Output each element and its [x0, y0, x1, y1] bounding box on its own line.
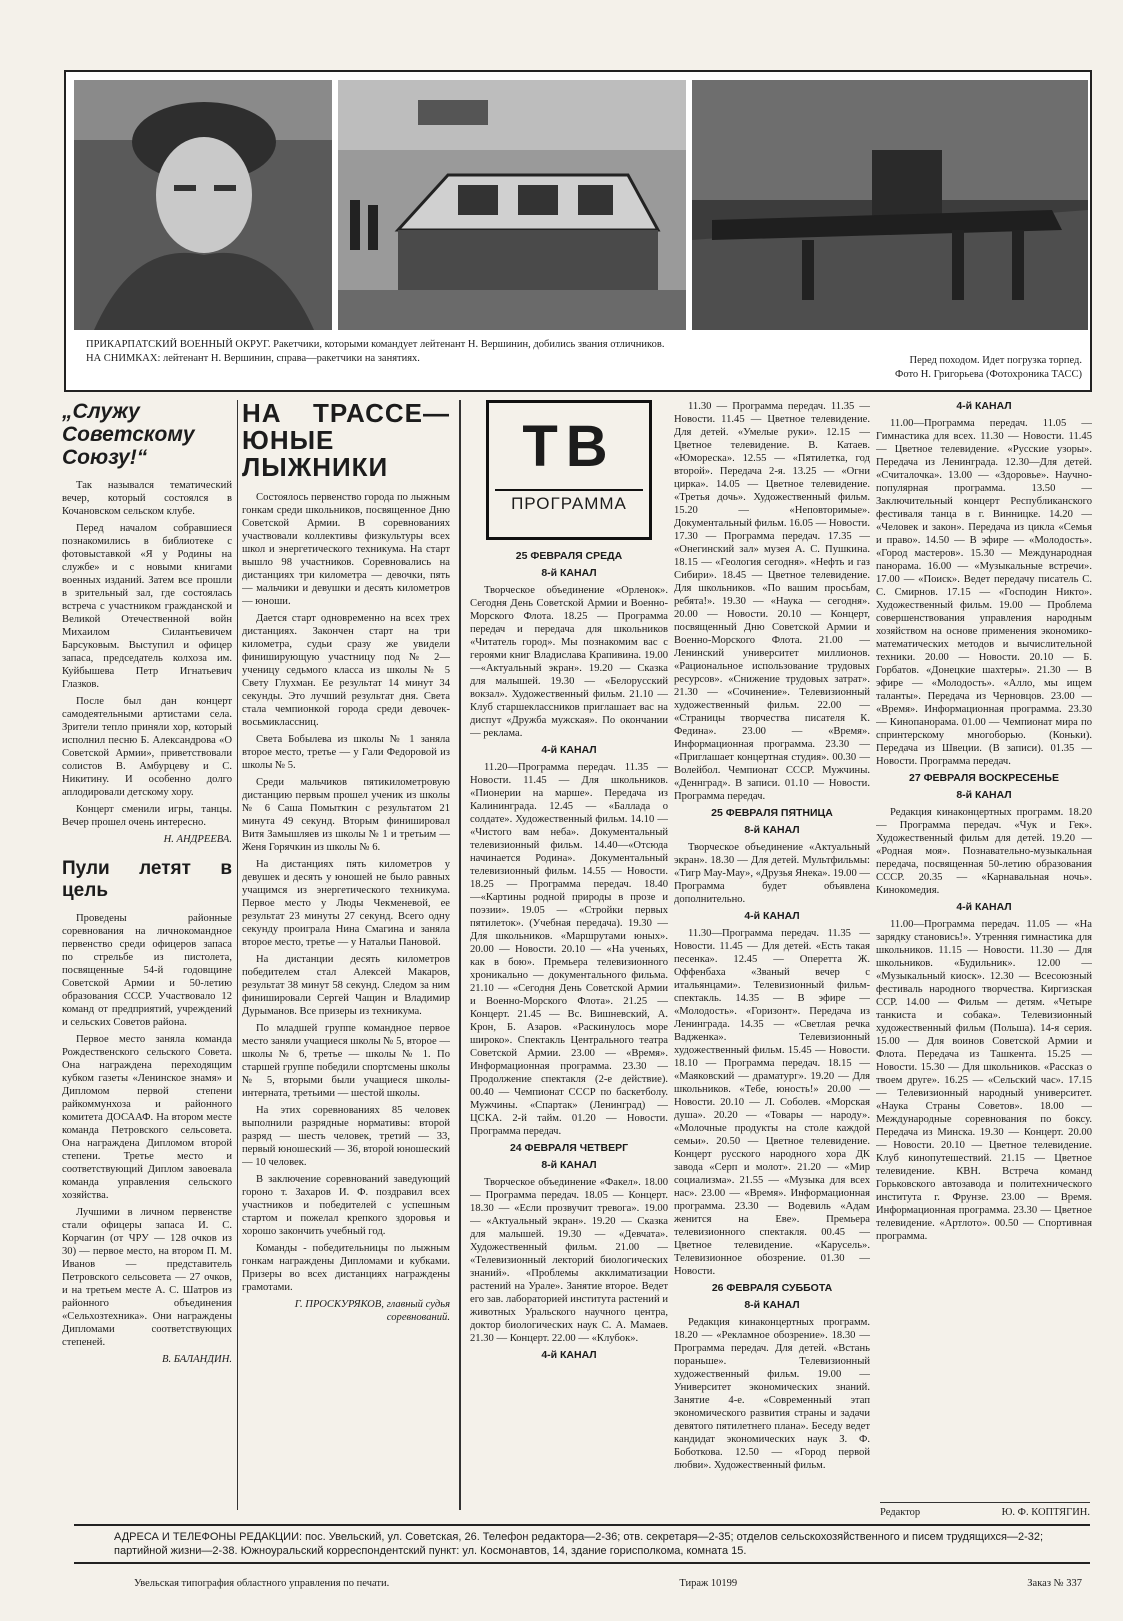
photo-missile-vehicle	[338, 80, 686, 330]
caption-right-credit: Фото Н. Григорьева (Фотохроника ТАСС)	[895, 369, 1082, 380]
tv-day-heading: 25 ФЕВРАЛЯ ПЯТНИЦА	[711, 807, 833, 819]
tv-schedule: Творческое объединение «Актуальный экран». 18.30 — Для детей. Мультфильмы: «Тигр Мау-Мау», «Друзья Янека». 19.00 — Программа будет объявлена дополнительно.	[674, 842, 870, 905]
tv-column-2	[674, 400, 870, 1600]
tv-channel-heading: 4-й КАНАЛ	[956, 400, 1012, 412]
article-paragraph: По младшей группе командное первое место заняли учащиеся школы № 5, второе — школы № 6, третье — школы № 1. По старшей группе победили спортсмены школы № 5, вторыми были учащиеся школы-интерната, третьими — шестой школы.	[242, 1023, 450, 1099]
tv-logo: ТВ	[522, 414, 616, 479]
article-paragraph: Концерт сменили игры, танцы. Вечер прошел очень интересно.	[62, 804, 232, 828]
article-paragraph: На этих соревнованиях 85 человек выполнили разрядные нормативы: второй разряд — шесть человек, третий — 33, первый юношеский — 36, второй юношеский — 10 человек.	[242, 1105, 450, 1168]
tv-day-heading: 27 ФЕВРАЛЯ ВОСКРЕСЕНЬЕ	[909, 772, 1059, 784]
photo-caption-left	[86, 338, 686, 366]
article-paragraph: После был дан концерт самодеятельными артистами села. Зрители тепло приняли хор, который исполнил песню Б. Александрова «О Советской Армии», приветствовали солистов В. Амбурцеву и С. Никитину. И особенно долго аплодировали детскому хору.	[62, 696, 232, 798]
article-title-serve: „Служу Советскому Союзу!“	[62, 400, 195, 469]
photo-caption-right	[732, 354, 1082, 382]
editor-line	[880, 1502, 1090, 1518]
footer-circulation: Тираж 10199	[679, 1578, 738, 1589]
tv-logo-subtitle: ПРОГРАММА	[495, 489, 643, 510]
article-paragraph: Команды - победительницы по лыжным гонкам награждены Дипломами и кубками. Призеры во всех дистанциях награждены грамотами.	[242, 1243, 450, 1293]
tv-channel-heading: 8-й КАНАЛ	[541, 567, 597, 579]
tv-channel-heading: 8-й КАНАЛ	[744, 1299, 800, 1311]
article-paragraph: Проведены районные соревнования на личнокомандное первенство среди офицеров запаса по стрельбе из пистолета, посвященные 54-й годовщине Советской Армии и 50-летию образования СССР. Участвовало 12 команд от предприятий, учреждений и сельских Советов района.	[62, 913, 232, 1028]
editor-name: Ю. Ф. КОПТЯГИН.	[1001, 1507, 1090, 1518]
tv-schedule: 11.30—Программа передач. 11.35 — Новости. 11.45 — Для детей. «Есть такая песенка». 12.45 — Оперетта Ж. Оффенбаха «Званый вечер с итальянцами». Телевизионный фильм-спектакль. 14.35 — В эфире — «Молодость». «Горизонт». Передача из Ленинграда. 14.35 — «Светлая речка Вадженка». Телевизионный художественный фильм. 15.45 — Новости. 18.10 — Программа передач. 18.15 — «Маяковский — драматург». 19.20 — Для школьников. «Тебе, юность!» 20.00 — Новости. 20.10 — Л. Соболев. «Морская душа». 20.20 — «Товары — народу». «Молочные продукты на столе каждой семьи». 20.50 — Цветное телевидение. Концерт русского народного хора ДК завода «Серп и молот». 21.20 — «Мир социализма». 21.55 — «Музыка для всех нас». 23.00 — «Время». Информационная программа. 23.30 — Водевиль «Адам женится на Еве». Премьера телевизионного спектакля. 00.45 — Цветное телевидение. «Карусель». Телевизионное обозрение. 01.30 — Новости.	[674, 928, 870, 1277]
tv-channel-heading: 8-й КАНАЛ	[541, 1159, 597, 1171]
article-paragraph: На дистанциях пять километров у девушек и десять у юношей не было равных учащимся из энергетического техникума. Первое место у Люды Чекменевой, ее результат 23 минуты 27 секунд. Всего одну секунду проиграла Нина Смагина и заняла второе место, третье — у Натальи Пановой.	[242, 859, 450, 948]
tv-day-heading: 26 ФЕВРАЛЯ СУББОТА	[711, 1282, 833, 1294]
tv-channel-heading: 4-й КАНАЛ	[541, 744, 597, 756]
photo-submarine	[692, 80, 1088, 330]
article-paragraph: На дистанции десять километров победителем стал Алексей Макаров, результат 38 минут 58 секунд. Следом за ним финишировали Сергей Чащин и Владимир Дурыманов. Все призеры из техникума.	[242, 954, 450, 1017]
tv-column-3	[876, 400, 1092, 1600]
footer-address: АДРЕСА И ТЕЛЕФОНЫ РЕДАКЦИИ: пос. Увельский, ул. Советская, 26. Телефон редактора—2-36; отв. секретаря—2-35; отделов сельскохозяйственного и писем трудящихся—2-32; партийной жизни—2-38. Южноуральский корреспондентский пункт: ул. Космонавтов, 14, здание горисполкома, комната 15.	[74, 1524, 1090, 1564]
article-paragraph: Первое место заняла команда Рождественского сельского Совета. Она награждена переходящим кубком газеты «Ленинское знамя» и Дипломом первой степени райкоммунхоза и районного комитета ДОСААФ. На втором месте команда Петровского сельсовета. Она награждена Дипломом второй степени. Третье место и соответствующий Диплом завоевала команда управления сельского хозяйства.	[62, 1034, 232, 1201]
article-author: В. БАЛАНДИН.	[162, 1354, 232, 1365]
article-author: Г. ПРОСКУРЯКОВ, главный судья соревнований.	[294, 1299, 450, 1323]
tv-channel-heading: 4-й КАНАЛ	[541, 1349, 597, 1361]
caption-left-line2: НА СНИМКАХ: лейтенант Н. Вершинин, справа—ракетчики на занятиях.	[86, 353, 420, 364]
article-paragraph: Дается старт одновременно на всех трех дистанциях. Закончен старт на три километра, судьи сразу же увидели финиширующую участницу под № 2—ученицу седьмого класса из школы № 5 Свету Глухман. Ее результат 14 минут 34 секунды. Это лучший результат дня. Света стала чемпионкой города среди девочек-восьмиклассниц.	[242, 613, 450, 728]
article-title-skiers: НА ТРАССЕ— ЮНЫЕ ЛЫЖНИКИ	[242, 400, 450, 482]
article-paragraph: Состоялось первенство города по лыжным гонкам среди школьников, посвященное Дню Советской Армии. В соревнованиях участвовали коллективы физкультуры всех школ и энергетического техникума. На старт вышло 98 участников. Соревновались на дистанциях три километра — девочки, пять — мальчики и девушки и десять километров — юноши.	[242, 492, 450, 607]
photo-band	[64, 70, 1092, 392]
tv-schedule: Творческое объединение «Орленок». Сегодня День Советской Армии и Военно-Морского Флота. 18.25 — Программа передач и передача для школьников «Читатель город». Мы познакомим вас с героями книг Владислава Крапивина. 19.00—«Актуальный экран». 19.20 — Сказка для малышей. 19.30 — «Белорусский вокзал». Художественный фильм. 21.10 — Клуб старшеклассников приглашает вас на диспут «Дружба мужская». По окончании — реклама.	[470, 585, 668, 739]
article-author: Н. АНДРЕЕВА.	[163, 834, 232, 845]
caption-left-line1: ПРИКАРПАТСКИЙ ВОЕННЫЙ ОКРУГ. Ракетчики, которыми командует лейтенант Н. Вершинин, добились звания отличников.	[86, 339, 665, 350]
caption-right-line1: Перед походом. Идет погрузка торпед.	[909, 355, 1082, 366]
tv-schedule: Творческое объединение «Факел». 18.00 — Программа передач. 18.05 — Концерт. 18.30 — «Если прозвучит тревога». 19.00 — «Актуальный экран». 19.20 — Сказка для малышей. 19.30 — «Девчата». Художественный фильм. 21.00 — «Телевизионный лекторий биологических знаний». «Проблемы акклиматизации растений на Урале». Занятие второе. Ведет его зав. лабораторией института растений и животных Уральского научного центра, доктор биологических наук С. А. Мамаев. 21.30 — Концерт. 22.00 — «Клубок».	[470, 1177, 668, 1344]
tv-schedule: Редакция кинаконцертных программ. 18.20 — Программа передач. «Чук и Гек». Художественный фильм для детей. 19.20 — «Родная моя». Познавательно-музыкальная передача, посвященная 50-летию образования СССР. 20.35 — «Карнавальная ночь». Кинокомедия.	[876, 807, 1092, 896]
footer-printer: Увельская типография областного управления по печати.	[134, 1578, 390, 1589]
tv-channel-heading: 4-й КАНАЛ	[744, 910, 800, 922]
article-paragraph: Света Бобылева из школы № 1 заняла второе место, третье — у Гали Федоровой из школы № 5.	[242, 734, 450, 771]
tv-day-heading: 25 ФЕВРАЛЯ СРЕДА	[515, 550, 623, 562]
tv-channel-heading: 8-й КАНАЛ	[744, 824, 800, 836]
tv-column-1	[470, 400, 668, 1600]
article-title-bullets: Пули летят в цель	[62, 858, 232, 901]
tv-schedule: Редакция кинаконцертных программ. 18.20 — «Рекламное обозрение». 18.30 — Программа передач. Для детей. «Встань пораньше». Телевизионный художественный фильм. 19.00 — Университет экономических знаний. Занятие 4-е. «Современный этап экономического развития страны и задачи девятого пятилетнего плана». Беседу ведет кандидат экономических наук З. Ф. Боботкова. 12.50 — «Город первой любви». Художественный фильм.	[674, 1317, 870, 1471]
article-paragraph: Так назывался тематический вечер, который состоялся в Кочановском сельском клубе.	[62, 480, 232, 517]
article-paragraph: В заключение соревнований заведующий гороно т. Захаров И. Ф. поздравил всех участников и победителей с успешным стартом и пожелал крепкого здоровья и хорошо закончить учебный год.	[242, 1174, 450, 1237]
tv-schedule: 11.00—Программа передач. 11.05 — «На зарядку становись!». Утренняя гимнастика для школьников. 11.15 — Новости. 11.30 — Для школьников. «Будильник». 12.00 — «Музыкальный киоск». 12.30 — Всесоюзный фестиваль народного творчества. Киргизская ССР. 14.00 — Фильм — детям. «Четыре танкиста и собака». Телевизионный художественный фильм (Польша). 14-я серия. 15.00 — Для воинов Советской Армии и Флота. Передача из Ташкента. 15.25 — Новости. 15.30 — Для школьников. «Рассказ о твоем друге». 16.25 — «Сельский час». 17.15 — Телевизионный народный университет. «Наука Страны Советов». 18.00 — Международные соревнования по боксу. Передача из Минска. 19.30 — Концерт. 20.00 — Новости. 20.10 — Цветное телевидение. Клуб кинопутешествий. 21.15 — Цветное телевидение. КВН. Встреча команд Горьковского автозавода и политехнического института г. Фрунзе. 23.00 — Время. Информационная программа. 23.30 — Цветное телевидение. «Артлото». 00.50 — Спортивная программа.	[876, 919, 1092, 1242]
column-1	[62, 400, 232, 1600]
tv-channel-heading: 4-й КАНАЛ	[956, 901, 1012, 913]
article-paragraph: Среди мальчиков пятикилометровую дистанцию первым прошел ученик из школы № 6 Саша Помыткин с результатом 21 минута 49 секунд. Вторым финишировал Витя Замышляев из школы № 1 и третьим — Женя Горячкин из школы № 6.	[242, 777, 450, 853]
editor-label: Редактор	[880, 1507, 921, 1518]
tv-logo-box	[486, 400, 652, 540]
tv-channel-heading: 8-й КАНАЛ	[956, 789, 1012, 801]
column-2	[242, 400, 450, 1600]
footer-order: Заказ № 337	[1027, 1578, 1082, 1589]
footer-print-info	[74, 1578, 1090, 1589]
tv-schedule: 11.30 — Программа передач. 11.35 — Новости. 11.45 — Цветное телевидение. Для детей. «Умелые руки». 12.15 — Цветное телевидение. В. Катаев. «Юмореска». 12.55 — «Пятилетка, год второй». Передача 2-я. 13.25 — «Огни цирка». 14.05 — Цветное телевидение. «Третья дочь». Художественный фильм. 15.20 — «Неповторимые». Документальный фильм. 16.05 — Новости. 17.30 — Программа передач. 17.35 — «Онегинский зал» музея А. С. Пушкина. 18.15 — «Геология сегодня». «Нефть и газ Сибири». 18.45 — Цветное телевидение. Для школьников. «По вашим просьбам, ребята!». 19.30 — «Наука — сегодня». 20.00 — Новости. 20.10 — Концерт, посвященный Дню Советской Армии и Военно-Морского Флота. 21.00 — Ленинский университет миллионов. «Рациональное использование трудовых ресурсов». «Снижение трудовых затрат». 21.30 — «Сочинение». Телевизионный художественный фильм. 22.00 — «Страницы творчества писателя К. Федина». 23.00 — «Время». Информационная программа. 23.30 — «Приглашает концертная студия». 00.30 — Волейбол. Чемпионат СССР. Мужчины. «Деннград». В записи. 01.10 — Новости. Программа передач.	[674, 401, 870, 802]
article-paragraph: Лучшими в личном первенстве стали офицеры запаса И. С. Корчагин (от ЧРУ — 128 очков из 30) — первое место, на втором П. М. Иванов — представитель Петровского сельсовета — 27 очков, и на третьем месте А. С. Шатров из районного объединения «Сельхозтехника». Они награждены Дипломами соответствующих степеней.	[62, 1207, 232, 1348]
column-rule	[237, 400, 238, 1510]
column-rule	[459, 400, 461, 1510]
article-paragraph: Перед началом собравшиеся познакомились в библиотеке с фотовыставкой «Я у Родины на службе» и с новыми книгами военных изданий. Затем все прошли в зрительный зал, где состоялась встреча с участником гражданской и Великой Отечественной войн Михаилом Силантьевичем Барсуковым. Выступил и офицер запаса, председатель колхоза им. Куйбышева Петр Игнатьевич Глазков.	[62, 523, 232, 690]
tv-schedule: 11.00—Программа передач. 11.05 — Гимнастика для всех. 11.30 — Новости. 11.45 — Цветное телевидение. «Русские узоры». Передача из Ленинграда. 12.30—Для детей. «Считалочка». 13.00 — «Здоровье». Научно-популярная программа. 13.50 — Заключительный концерт Республиканского фестиваля танца в г. Винницке. 14.20 — «Человек и закон». Передача из цикла «Семья и право». 14.50 — В эфире — «Молодость». «Город мастеров». 15.30 — Международная панорама. 16.00 — «Музыкальные встречи». 17.00 — «Поиск». Ведет передачу писатель С. С. Смирнов. 17.15 — «Господин Никто». Художественный фильм. 19.00 — Проблема совершенствования управления народным хозяйством на основе применения экономико-математических методов и вычислительной техники. 20.00 — Новости. 20.10 — Б. Горбатов. «Донецкие шахтеры». 21.30 — В эфире — «Молодость». «Алло, мы ищем таланты». Передача из Черновцов. 23.00 — «Время». Информационная программа. 23.30 — Кинопанорама. 01.00 — Чемпионат мира по спринтерскому многоборью. (Коньки). Передача из Швеции. (В записи). 01.35 — Новости. Программа передач.	[876, 418, 1092, 767]
photo-lieutenant	[74, 80, 332, 330]
tv-schedule: 11.20—Программа передач. 11.35 — Новости. 11.45 — Для школьников. «Пионерии на марше». Передача из Калининграда. 12.45 — «Баллада о солдате». Художественный фильм. 14.10 — «Чистого вам неба». Документальный телевизионный фильм. 14.40—«Отсюда начинается Родина». Документальный телевизионный фильм. 14.55 — Новости. 18.25 — Программа передач. 18.40—«Картины родной природы в прозе и поэзии». 19.05 — «Стройки первых пятилеток». (Учебная передача). 19.30 — Для школьников. «Маршрутами юных». 20.00 — Новости. 20.10 — «На ученьях, как в бою». Премьера телевизионного хроникально — документального фильма. 21.10 — «Сегодня День Советской Армии и Военно-Морского Флота». 21.25 — Концерт. 21.45 — Вс. Вишневский, А. Крон, Б. Азаров. «Раскинулось море широко». Спектакль Центрального театра Советской Армии. 23.00 — «Время». Информационная программа. 23.30 — Продолжение спектакля (2-е действие). 00.40 — Чемпионат СССР по баскетболу. Мужчины. «Спартак» (Ленинград) — ЦСКА. 2-й тайм. 01.20 — Новости. Программа передач.	[470, 762, 668, 1137]
tv-day-heading: 24 ФЕВРАЛЯ ЧЕТВЕРГ	[509, 1142, 629, 1154]
